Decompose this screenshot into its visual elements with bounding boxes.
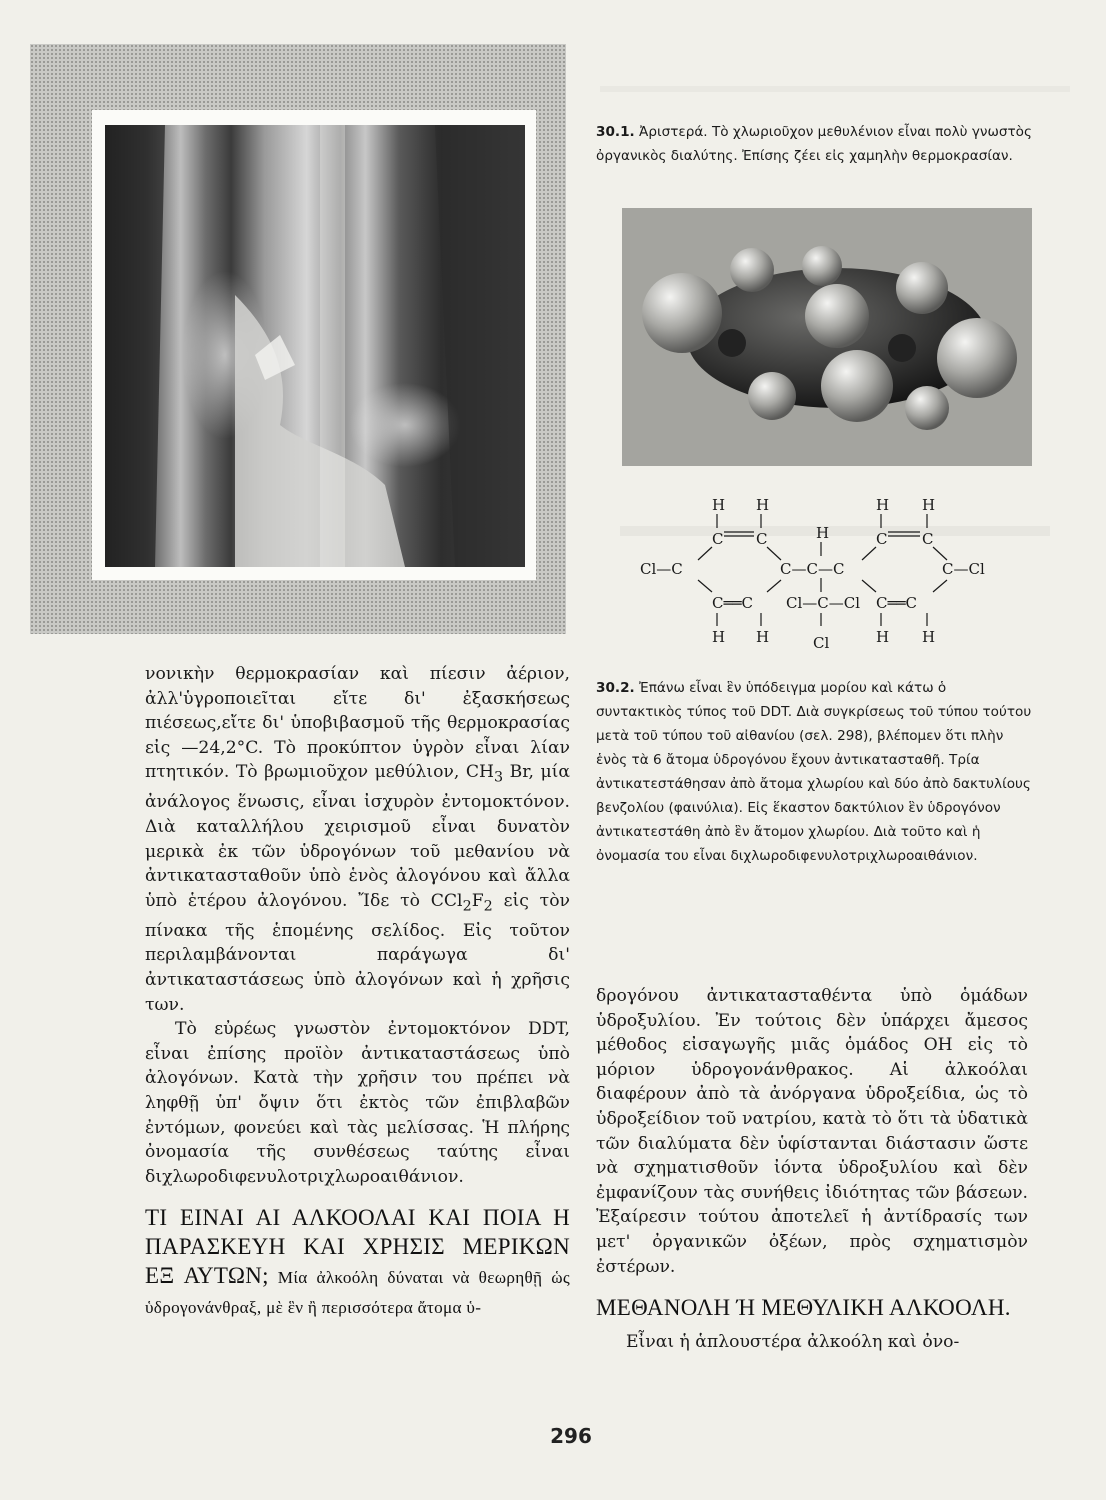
ddt-molecule-model-photo xyxy=(622,208,1032,466)
model-spheres xyxy=(622,208,1032,466)
cl-atom: Cl xyxy=(813,634,830,652)
c-atom: C xyxy=(876,530,888,548)
paragraph xyxy=(145,662,570,1017)
h-atom: H xyxy=(712,496,726,514)
cl-c-left: Cl—C xyxy=(640,560,683,578)
paragraph: Εἶναι ἡ ἁπλουστέρα ἀλκοόλη καὶ ὀνο- xyxy=(626,1332,960,1353)
center-c-c-c: C—C—C xyxy=(780,560,845,578)
solvent-photo xyxy=(105,125,525,567)
figure-30-2-caption xyxy=(596,676,1036,868)
paragraph: δρογόνου ἀντικατασταθέντα ὑπὸ ὁμάδων ὑδροξυλίου. Ἐν τούτοις δὲν ὑπάρχει ἄμεσος μέθοδος εἰσαγωγῆς μιᾶς ὁμάδος ΟΗ εἰς τὸ μόριον ὑδρογονάνθρακος. Αἱ ἀλκοόλαι διαφέρουν ἀπὸ τὰ ἀνόργανα ὑδροξείδια, ὡς τὸ ὑδροξείδιον τοῦ νατρίου, κατὰ τὸ ὅτι τὰ ὑδατικὰ τῶν διαλύματα δὲν ὑφίστανται διάστασιν ὥστε νὰ σχηματισθοῦν ἰόντα ὑδροξυλίου καὶ δὲν ἐμφανίζουν τὰς συνήθεις ἰδιότητας τῶν βάσεων. Ἐξαίρεσιν τούτου ἀποτελεῖ ἡ ἀντίδρασίς των μετ' ὀργανικῶν ὀξέων, πρὸς σχηματισμὸν ἐστέρων. xyxy=(596,986,1028,1277)
section-heading xyxy=(145,1203,570,1320)
photo-details xyxy=(105,125,525,567)
c-eq-c-right: C══C xyxy=(876,594,918,612)
h-atom: H xyxy=(922,628,936,646)
right-column xyxy=(596,984,1028,1355)
heading-tail-text: Μία ἀλκοόλη δύναται νὰ θεωρηθῇ ὡς ὑδρογονάνθραξ, μὲ ἓν ἢ περισσότερα ἄτομα ὑ- xyxy=(145,1268,570,1317)
h-atom: H xyxy=(816,524,830,542)
paragraph: Τὸ εὐρέως γνωστὸν ἐντομοκτόνον DDT, εἶναι ἐπίσης προϊὸν ἀντικαταστάσεως ὑπὸ ἀλογόνων. Κατὰ τὴν χρῆσιν του πρέπει νὰ ληφθῇ ὑπ' ὄψιν ὅτι ἐκτὸς τῶν ἐπιβλαβῶν ἐντόμων, φονεύει καὶ τὰς μελίσσας. Ἡ πλήρης ὀνομασία τῆς συνθέσεως ταύτης εἶναι διχλωροδιφενυλοτριχλωροαιθάνιον. xyxy=(145,1019,570,1187)
structure-bonds xyxy=(640,492,1020,652)
h-atom: H xyxy=(712,628,726,646)
left-column xyxy=(145,662,570,1321)
c-cl-right: C—Cl xyxy=(942,560,985,578)
heading-text: ΤΙ ΕΙΝΑΙ ΑΙ ΑΛΚΟΟΛΑΙ ΚΑΙ ΠΟΙΑ Η ΠΑΡΑΣΚΕΥΗ ΚΑΙ ΧΡΗΣΙΣ ΜΕΡΙΚΩΝ ΕΞ ΑΥΤΩΝ; xyxy=(145,1205,570,1289)
figure-number: 30.1. xyxy=(596,124,635,140)
text-run: νονικὴν θερμοκρασίαν καὶ πίεσιν ἀέριον, ἀλλ'ὑγροποιεῖται εἴτε δι' ἐξασκήσεως πιέσεως,εἴτε δι' ὑποβιβασμοῦ τῆς θερμοκρασίας εἰς —24,2°C. Τὸ προκύπτον ὑγρὸν εἶναι λίαν πτητικόν. Τὸ βρωμιοῦχον μεθύλιον, CH xyxy=(145,664,570,783)
text-run: εἰς τὸν πίνακα τῆς ἑπομένης σελίδος. Εἰς τοῦτον περιλαμβάνονται παράγωγα δι' ἀντικαταστάσεως ὑπὸ ἀλογόνων καὶ ἡ χρῆσις των. xyxy=(145,890,570,1015)
h-atom: H xyxy=(876,628,890,646)
text-run: Br, μία ἀνάλογος ἕνωσις, εἶναι ἰσχυρὸν ἐντομοκτόνον. Διὰ καταλλήλου χειρισμοῦ εἶναι δυνατὸν μερικὰ ἐκ τῶν ὑδρογόνων τοῦ μεθανίου νὰ ἀντικατασταθοῦν ὑπὸ ἑνὸς ἀλογόνου καὶ ἄλλα ὑπὸ ἑτέρου ἀλογόνου. Ἴδε τὸ CCl xyxy=(145,762,570,911)
text-run: F xyxy=(471,890,484,911)
c-atom: C xyxy=(756,530,768,548)
c-atom: C xyxy=(922,530,934,548)
section-heading: ΜΕΘΑΝΟΛΗ Ή ΜΕΘΥΛΙΚΗ ΑΛΚΟΟΛΗ. xyxy=(596,1295,1011,1321)
figure-30-1-caption xyxy=(596,120,1036,168)
h-atom: H xyxy=(756,496,770,514)
ddt-structural-formula xyxy=(640,492,1020,652)
subscript: 2 xyxy=(462,898,472,915)
h-atom: H xyxy=(756,628,770,646)
c-atom: C xyxy=(712,530,724,548)
figure-number: 30.2. xyxy=(596,680,635,696)
caption-text: Ἐπάνω εἶναι ἓν ὑπόδειγμα μορίου καὶ κάτω ὁ συντακτικὸς τύπος τοῦ DDT. Διὰ συγκρίσεως τοῦ τύπου τούτου μετὰ τοῦ τύπου τοῦ αἰθανίου (σελ. 298), βλέπομεν ὅτι πλὴν ἑνὸς τὰ 6 ἄτομα ὑδρογόνου ἔχουν ἀντικατασταθῆ. Τρία ἀντικατεστάθησαν ἀπὸ ἄτομα χλωρίου καὶ δύο ἀπὸ δακτυλίους βενζολίου (φαινύλια). Εἰς ἕκαστον δακτύλιον ἓν ὑδρογόνον ἀντικατεστάθη ἀπὸ ἓν ἄτομον χλωρίου. Διὰ τοῦτο καὶ ἡ ὀνομασία του εἶναι διχλωροδιφενυλοτριχλωροαιθάνιον. xyxy=(596,680,1032,864)
h-atom: H xyxy=(876,496,890,514)
subscript: 2 xyxy=(483,898,493,915)
subscript: 3 xyxy=(493,769,504,786)
page-number: 296 xyxy=(550,1424,592,1448)
cl-c-cl-center: Cl—C—Cl xyxy=(786,594,861,612)
h-atom: H xyxy=(922,496,936,514)
c-eq-c-left: C══C xyxy=(712,594,754,612)
caption-text: Ἀριστερά. Τὸ χλωριοῦχον μεθυλένιον εἶναι πολὺ γνωστὸς ὀργανικὸς διαλύτης. Ἐπίσης ζέει εἰς χαμηλὴν θερμοκρασίαν. xyxy=(596,124,1032,164)
